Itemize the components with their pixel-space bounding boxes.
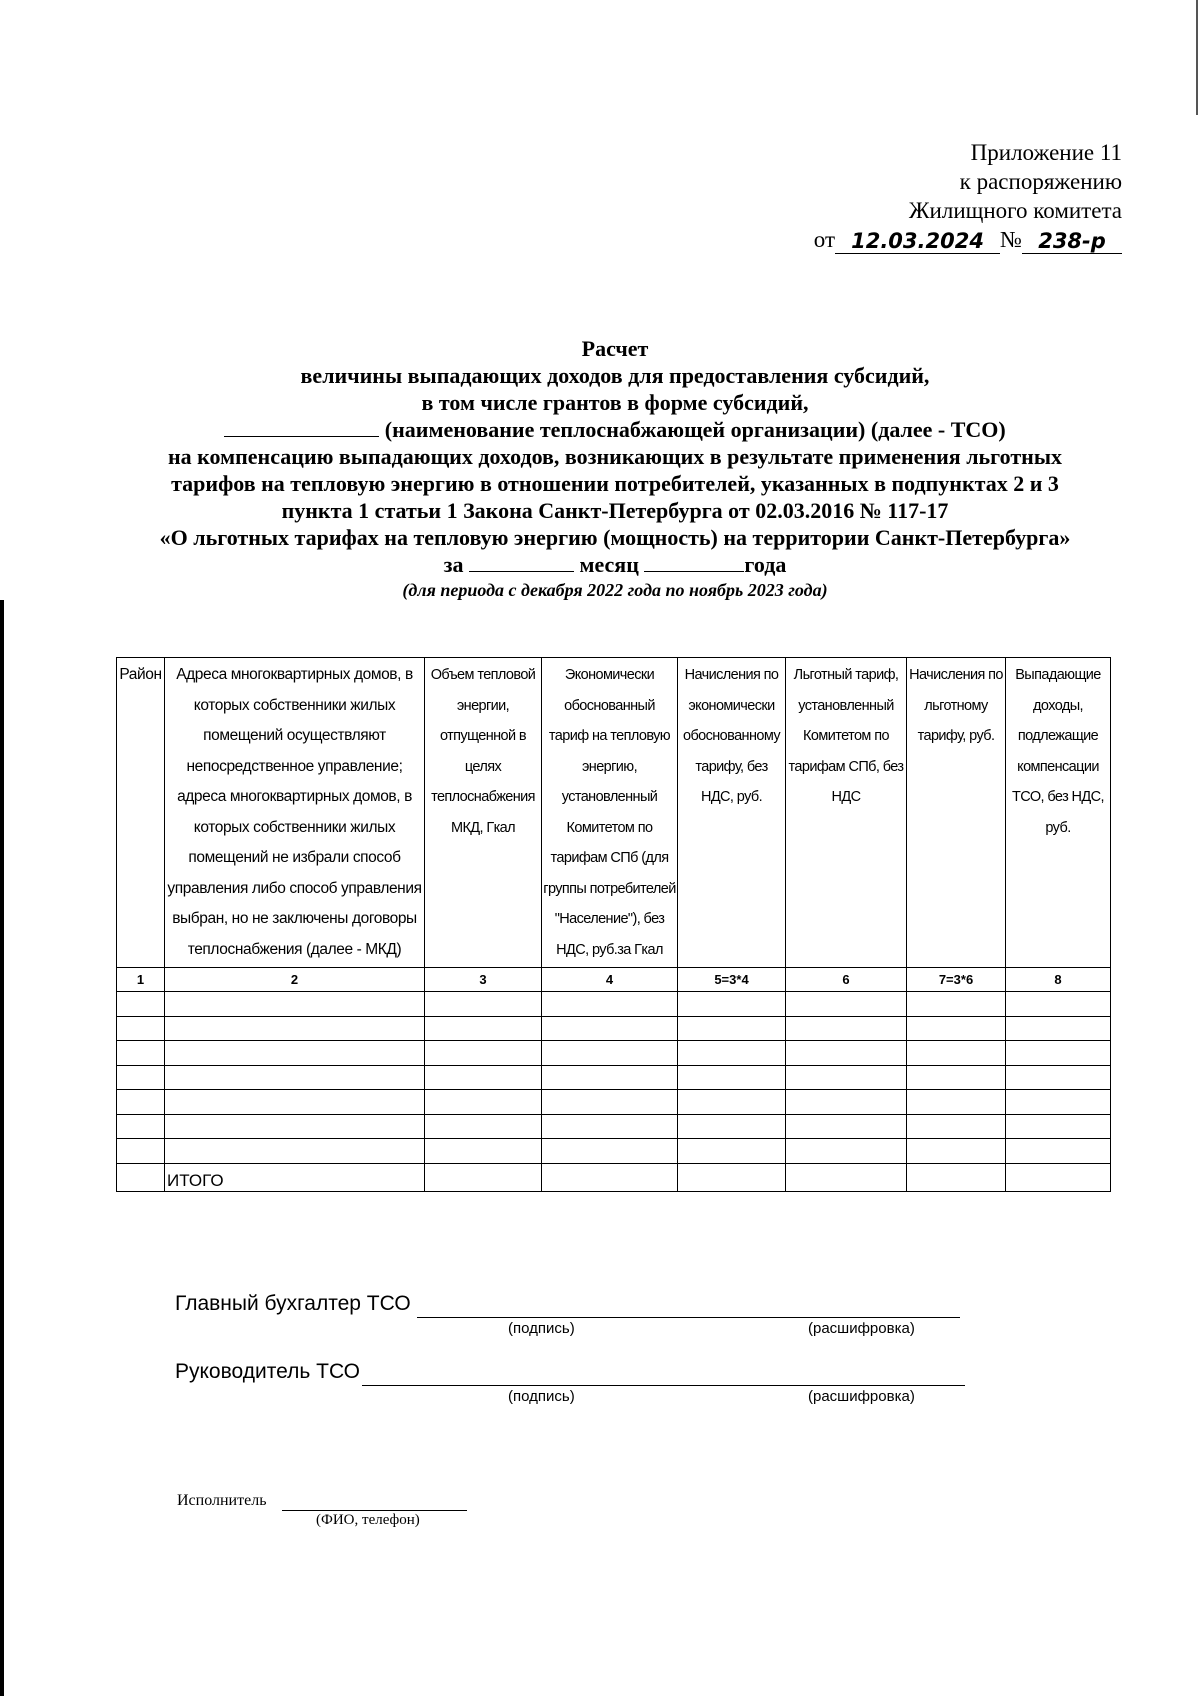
appendix-block <box>814 138 1122 254</box>
heading-period <box>80 551 1150 578</box>
period-za: за <box>443 552 464 577</box>
caption-signature: (подпись) <box>508 1388 575 1405</box>
heading-line-3-text: (наименование теплоснабжающей организации) (далее - ТСО) <box>384 417 1006 442</box>
appendix-line-3: Жилищного комитета <box>908 198 1122 223</box>
col-number: 2 <box>165 968 425 992</box>
col-number: 8 <box>1006 968 1111 992</box>
col-number: 3 <box>425 968 542 992</box>
handwritten-date: 12.03.2024 <box>835 229 1000 254</box>
caption-signature: (подпись) <box>508 1320 575 1337</box>
header-economic-tariff: Экономически обоснованный тариф на тепловую энергию, установленный Комитетом по тарифам СПб (для группы потребителей "Население"), без НДС, руб.за Гкал <box>542 658 678 968</box>
table-row <box>117 1016 1111 1041</box>
appendix-line-1: Приложение 11 <box>970 140 1122 165</box>
scan-edge-right <box>1196 0 1198 115</box>
table-header-row <box>117 658 1111 968</box>
caption-decoding: (расшифровка) <box>808 1388 915 1405</box>
caption-decoding: (расшифровка) <box>808 1320 915 1337</box>
heading-line-6: пункта 1 статьи 1 Закона Санкт-Петербурга от 02.03.2016 № 117-17 <box>281 498 949 523</box>
table-row <box>117 1114 1111 1139</box>
heading-line-1: величины выпадающих доходов для предоставления субсидий, <box>300 363 930 388</box>
caption-contact: (ФИО, телефон) <box>316 1512 420 1528</box>
col-number: 7=3*6 <box>907 968 1006 992</box>
chief-accountant-label: Главный бухгалтер ТСО <box>175 1292 411 1315</box>
document-heading <box>80 335 1150 602</box>
heading-subtitle: (для периода с декабря 2022 года по ноябрь 2023 года) <box>402 580 828 600</box>
number-prefix: № <box>1000 227 1022 252</box>
heading-line-7: «О льготных тарифах на тепловую энергию (мощность) на территории Санкт-Петербурга» <box>159 525 1071 550</box>
period-year: года <box>744 552 787 577</box>
heading-line-2: в том числе грантов в форме субсидий, <box>421 390 809 415</box>
header-preferential-charges: Начисления по льготному тарифу, руб. <box>907 658 1006 968</box>
period-blank-1 <box>469 552 574 572</box>
table-row <box>117 1065 1111 1090</box>
header-economic-charges: Начисления по экономически обоснованному тарифу, без НДС, руб. <box>678 658 786 968</box>
table-row <box>117 1041 1111 1066</box>
header-district: Район <box>117 658 165 968</box>
col-number: 6 <box>786 968 907 992</box>
calculation-table <box>116 657 1111 1192</box>
heading-line-4: на компенсацию выпадающих доходов, возникающих в результате применения льготных <box>167 444 1062 469</box>
header-lost-income: Выпадающие доходы, подлежащие компенсации ТСО, без НДС, руб. <box>1006 658 1111 968</box>
scan-edge-left <box>0 600 4 1696</box>
executor-line[interactable] <box>282 1492 467 1511</box>
appendix-line-2: к распоряжению <box>959 169 1122 194</box>
period-month: месяц <box>579 552 639 577</box>
date-prefix: от <box>813 227 836 252</box>
table-row <box>117 992 1111 1017</box>
head-label: Руководитель ТСО <box>175 1360 360 1383</box>
executor-label: Исполнитель <box>177 1492 267 1509</box>
col-number: 5=3*4 <box>678 968 786 992</box>
header-preferential-tariff: Льготный тариф, установленный Комитетом по тарифам СПб, без НДС <box>786 658 907 968</box>
table-row <box>117 1090 1111 1115</box>
header-addresses: Адреса многоквартирных домов, в которых собственники жилых помещений осуществляют непосредственное управление; адреса многоквартирных домов, в которых собственники жилых помещений не избрали способ управления либо способ управления выбран, но не заключены договоры теплоснабжения (далее - МКД) <box>165 658 425 968</box>
table-number-row <box>117 968 1111 992</box>
heading-line-5: тарифов на тепловую энергию в отношении потребителей, указанных в подпунктах 2 и 3 <box>171 471 1059 496</box>
col-number: 4 <box>542 968 678 992</box>
table-total-row <box>117 1163 1111 1191</box>
handwritten-number: 238-р <box>1022 229 1122 254</box>
heading-title: Расчет <box>581 336 649 361</box>
organization-name-blank <box>224 417 379 437</box>
total-label: ИТОГО <box>165 1163 425 1191</box>
col-number: 1 <box>117 968 165 992</box>
appendix-dateline <box>814 225 1122 254</box>
header-heat-volume: Объем тепловой энергии, отпущенной в целях теплоснабжения МКД, Гкал <box>425 658 542 968</box>
table-row <box>117 1139 1111 1164</box>
heading-line-3 <box>80 416 1150 443</box>
head-line[interactable] <box>362 1362 965 1386</box>
period-blank-2 <box>644 552 744 572</box>
chief-accountant-line[interactable] <box>417 1294 960 1318</box>
